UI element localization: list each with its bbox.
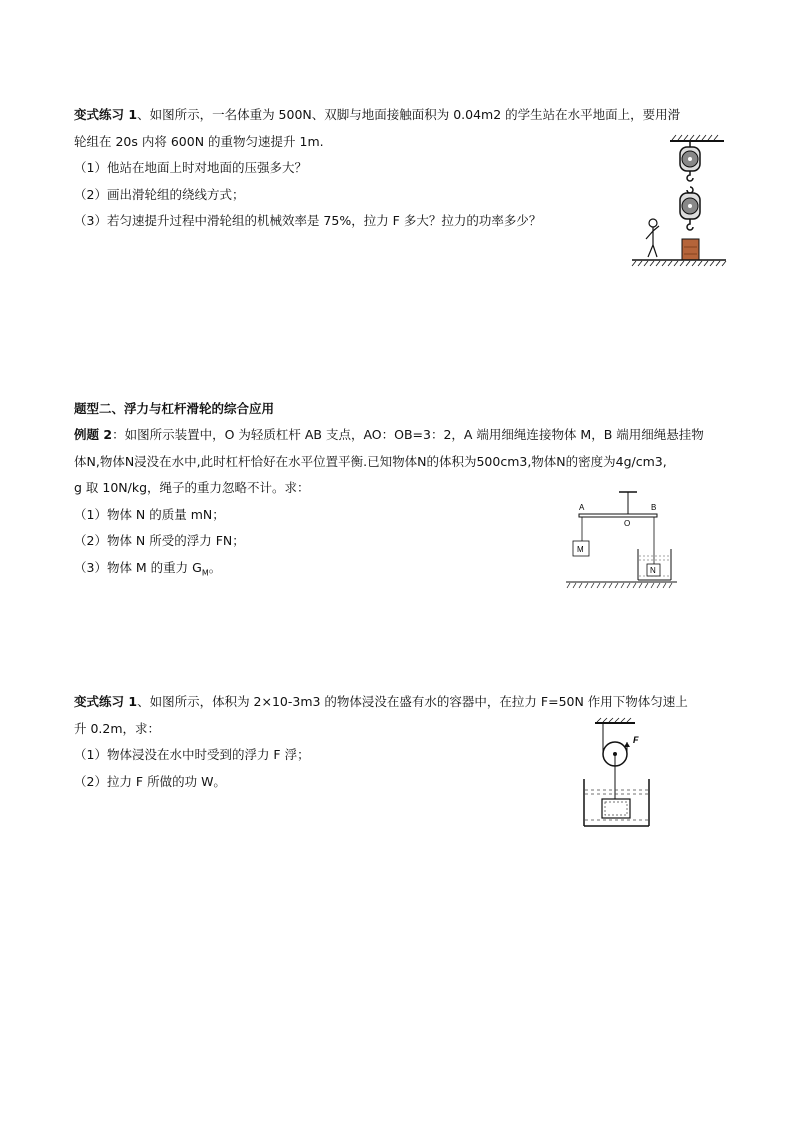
- pulley-figure-2: [575, 718, 665, 833]
- s2-line1: 例题 2：如图所示装置中，O 为轻质杠杆 AB 支点，AO：OB=3：2，A 端用细绳连接物体 M，B 端用细绳悬挂物: [74, 427, 704, 442]
- label-N: N: [650, 566, 656, 575]
- s2-example-label: 例题 2: [74, 427, 113, 442]
- s2-q2: （2）物体 N 所受的浮力 FN；: [74, 533, 245, 548]
- s2-line2: 体N,物体N浸没在水中,此时杠杆恰好在水平位置平衡.已知物体N的体积为500cm3,物体N的密度为4g/cm3,: [74, 454, 667, 469]
- s2-line3: g 取 10N/kg，绳子的重力忽略不计。求：: [74, 480, 310, 495]
- label-M: M: [577, 545, 584, 554]
- label-B: B: [651, 503, 657, 512]
- s1-heading: 变式练习 1: [74, 107, 138, 122]
- label-F: F: [633, 735, 639, 745]
- s1-line2: 轮组在 20s 内将 600N 的重物匀速提升 1m.: [74, 134, 324, 149]
- s1-q2: （2）画出滑轮组的绕线方式；: [74, 187, 245, 202]
- s3-q1: （1）物体浸没在水中时受到的浮力 F 浮；: [74, 747, 310, 762]
- s3-line2: 升 0.2m，求：: [74, 721, 161, 736]
- s3-heading: 变式练习 1: [74, 694, 138, 709]
- s2-q3: （3）物体 M 的重力 $G_M$。: [74, 560, 222, 578]
- lever-figure: [562, 490, 682, 590]
- s1-line1: 变式练习 1、如图所示，一名体重为 500N、双脚与地面接触面积为 0.04m2 的学生站在水平地面上，要用滑: [74, 107, 681, 122]
- label-O: O: [624, 519, 631, 528]
- s1-q3: （3）若匀速提升过程中滑轮组的机械效率是 75%，拉力 F 多大？拉力的功率多少？: [74, 213, 542, 228]
- s3-line1: 变式练习 1、如图所示，体积为 2×10-3m3 的物体浸没在盛有水的容器中，在拉力 F=50N 作用下物体匀速上: [74, 694, 688, 709]
- s3-q2: （2）拉力 F 所做的功 W。: [74, 774, 226, 789]
- label-A: A: [579, 503, 585, 512]
- pulley-figure-1: [628, 135, 728, 270]
- s2-title: 题型二、浮力与杠杆滑轮的综合应用: [74, 401, 275, 416]
- s2-q1: （1）物体 N 的质量 mN；: [74, 507, 225, 522]
- s1-q1: （1）他站在地面上时对地面的压强多大？: [74, 160, 307, 175]
